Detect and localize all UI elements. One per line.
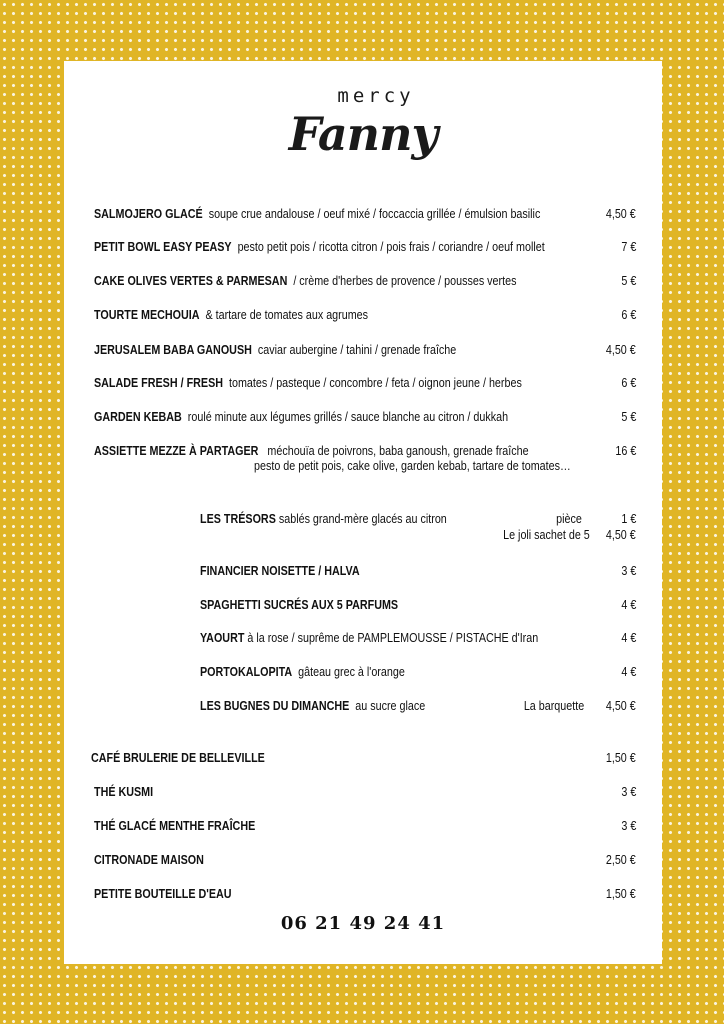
item-price: 4 €	[621, 665, 636, 679]
item-name: THÉ KUSMI	[94, 785, 154, 799]
menu-item-the-glace	[94, 819, 255, 834]
menu-item-garden-kebab	[94, 410, 508, 425]
menu-item-cafe	[91, 751, 265, 766]
item-desc: méchouïa de poivrons, baba ganoush, grenade fraîche	[267, 444, 529, 458]
menu-item-yaourt	[200, 631, 538, 646]
menu-item-salmojero	[94, 207, 540, 222]
item-price: 4,50 €	[606, 207, 636, 221]
item-price: 16 €	[615, 444, 636, 458]
item-name: TOURTE MECHOUIA	[94, 308, 200, 322]
item-price: 7 €	[621, 240, 636, 254]
menu-item-mezze-desc2: pesto de petit pois, cake olive, garden kebab, tartare de tomates…	[254, 459, 571, 473]
item-price-2: 4,50 €	[606, 528, 636, 542]
item-name: JERUSALEM BABA GANOUSH	[94, 343, 252, 357]
item-price: 5 €	[621, 274, 636, 288]
item-desc: à la rose / suprême de PAMPLEMOUSSE / PISTACHE d'Iran	[247, 631, 539, 645]
item-price: 4 €	[621, 631, 636, 645]
item-name: SALADE FRESH / FRESH	[94, 376, 224, 390]
item-name: THÉ GLACÉ MENTHE FRAÎCHE	[94, 819, 256, 833]
item-desc: / crème d'herbes de provence / pousses vertes	[293, 274, 517, 288]
item-price: 4 €	[621, 598, 636, 612]
item-desc: au sucre glace	[355, 699, 426, 713]
item-name: SPAGHETTI SUCRÉS AUX 5 PARFUMS	[200, 598, 399, 612]
phone-number: 06 21 49 24 41	[280, 913, 446, 934]
item-price: 4,50 €	[606, 699, 636, 713]
item-price: 3 €	[621, 819, 636, 833]
item-price: 1,50 €	[606, 751, 636, 765]
item-name: FINANCIER NOISETTE / HALVA	[200, 564, 360, 578]
menu-item-mezze	[94, 444, 529, 459]
item-name: CAFÉ BRULERIE DE BELLEVILLE	[91, 751, 265, 765]
item-desc: soupe crue andalouse / oeuf mixé / foccaccia grillée / émulsion basilic	[208, 207, 541, 221]
item-unit-2: Le joli sachet de 5	[503, 528, 590, 542]
logo-mercy: mercy	[337, 85, 415, 107]
menu-item-bugnes	[200, 699, 425, 714]
item-desc: caviar aubergine / tahini / grenade fraîche	[257, 343, 457, 357]
menu-item-citronade	[94, 853, 204, 868]
item-name: LES TRÉSORS	[200, 512, 276, 526]
item-desc: pesto petit pois / ricotta citron / pois frais / coriandre / oeuf mollet	[237, 240, 545, 254]
item-name: CITRONADE MAISON	[94, 853, 204, 867]
item-price: 5 €	[621, 410, 636, 424]
item-desc: & tartare de tomates aux agrumes	[205, 308, 369, 322]
item-name: GARDEN KEBAB	[94, 410, 182, 424]
item-desc: gâteau grec à l'orange	[298, 665, 405, 679]
item-price: 1 €	[621, 512, 636, 526]
item-unit: La barquette	[523, 699, 584, 713]
item-name: ASSIETTE MEZZE À PARTAGER	[94, 444, 259, 458]
item-name: LES BUGNES DU DIMANCHE	[200, 699, 350, 713]
menu-item-eau	[94, 887, 232, 902]
menu-panel	[64, 61, 662, 964]
item-desc: sablés grand-mère glacés au citron	[278, 512, 447, 526]
item-name: PORTOKALOPITA	[200, 665, 293, 679]
item-name: PETITE BOUTEILLE D'EAU	[94, 887, 232, 901]
item-price: 6 €	[621, 308, 636, 322]
item-desc: tomates / pasteque / concombre / feta / oignon jeune / herbes	[228, 376, 522, 390]
item-name: YAOURT	[200, 631, 245, 645]
menu-item-cake-olives	[94, 274, 516, 289]
menu-item-portokalopita	[200, 665, 405, 680]
menu-item-petit-bowl	[94, 240, 545, 255]
menu-item-tourte	[94, 308, 368, 323]
menu-item-spaghetti	[200, 598, 398, 613]
item-price: 3 €	[621, 564, 636, 578]
logo	[64, 85, 662, 159]
item-name: SALMOJERO GLACÉ	[94, 207, 203, 221]
menu-item-the-kusmi	[94, 785, 153, 800]
item-price: 6 €	[621, 376, 636, 390]
item-name: CAKE OLIVES VERTES & PARMESAN	[94, 274, 288, 288]
item-name: PETIT BOWL EASY PEASY	[94, 240, 232, 254]
item-price: 1,50 €	[606, 887, 636, 901]
item-desc: roulé minute aux légumes grillés / sauce blanche au citron / dukkah	[187, 410, 509, 424]
item-price: 3 €	[621, 785, 636, 799]
logo-fanny: Fanny	[288, 107, 438, 161]
menu-item-baba-ganoush	[94, 343, 456, 358]
item-price: 4,50 €	[606, 343, 636, 357]
menu-item-salade	[94, 376, 522, 391]
item-unit: pièce	[556, 512, 582, 526]
menu-item-tresors	[200, 512, 447, 527]
menu-item-financier	[200, 564, 360, 579]
item-price: 2,50 €	[606, 853, 636, 867]
